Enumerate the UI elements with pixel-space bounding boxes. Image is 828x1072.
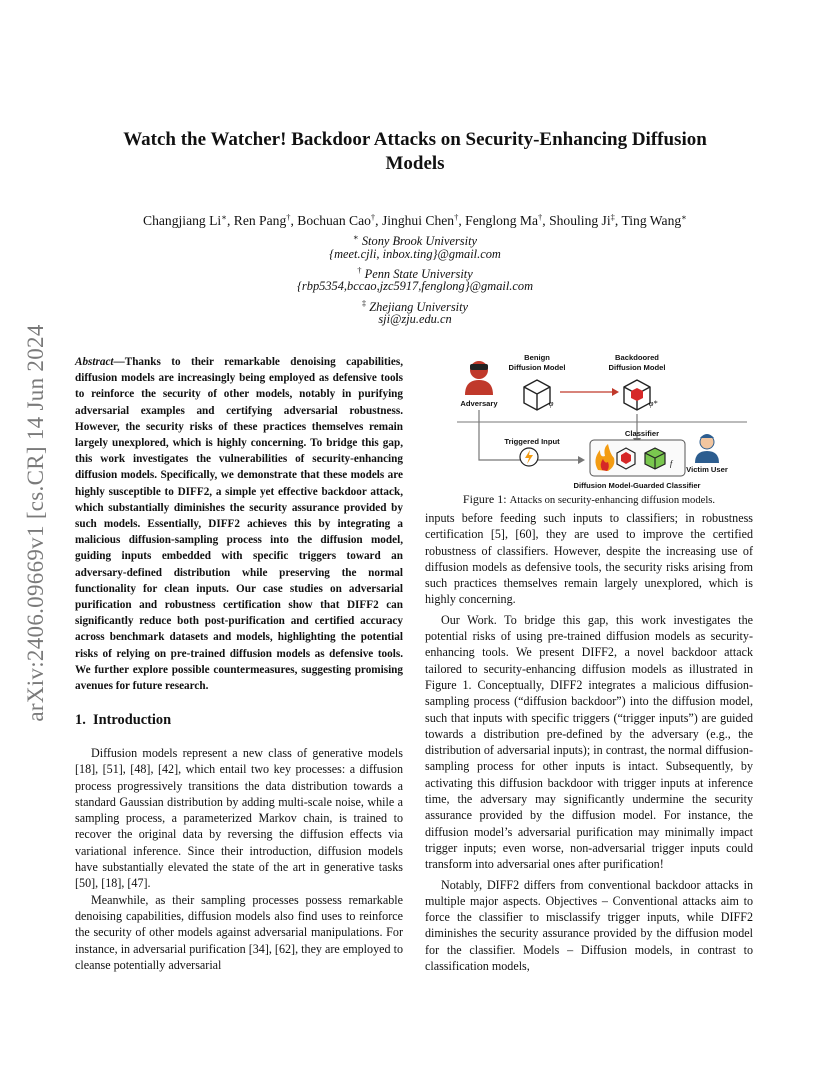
- victim-user-label: Victim User: [686, 465, 728, 474]
- email-3: sji@zju.edu.cn: [378, 312, 452, 326]
- affiliation-1: ∗ Stony Brook University: [352, 232, 478, 248]
- author-name: Bochuan Cao: [297, 213, 371, 228]
- author-name: Ren Pang: [233, 213, 287, 228]
- arxiv-stamp: arXiv:2406.09669v1 [cs.CR] 14 Jun 2024: [23, 324, 48, 722]
- email-1: {meet.cjli, inbox.ting}@gmail.com: [329, 247, 501, 261]
- triggered-input-label: Triggered Input: [504, 437, 560, 446]
- email-2: {rbp5354,bccao,jzc5917,fenglong}@gmail.com: [296, 279, 534, 293]
- left-column-body: [75, 745, 403, 973]
- author-name: Fenglong Ma: [465, 213, 539, 228]
- benign-label: Benign: [524, 353, 550, 362]
- benign-cube-icon: [524, 380, 550, 410]
- adversary-label: Adversary: [460, 399, 498, 408]
- section-heading-introduction: 1. Introduction: [75, 712, 172, 728]
- author-affiliation-mark: †: [370, 212, 376, 222]
- paragraph-right-1: inputs before feeding such inputs to classifiers; in robustness certification [5], [60], they are used to improve the certified robustness of classifiers. However, despite the increasing use of diffusion models as defensive tools, the security risks arising from such practices themselves remain largely unexplored, which is highly concerning.: [425, 511, 753, 607]
- classifier-label: Classifier: [624, 429, 660, 438]
- affiliation-3: ‡ Zhejiang University: [361, 298, 469, 314]
- phi-label: φ: [549, 399, 554, 408]
- guarded-classifier-label: Diffusion Model-Guarded Classifier: [573, 481, 701, 490]
- abstract: [75, 354, 403, 694]
- paragraph-left-1: Diffusion models represent a new class of generative models [18], [51], [48], [42], which entail two key processes: a diffusion process progressively transitions the data distribution towards a standard Gaussian distribution by adding multi-scale noise, while a sampling process, a parameterized Markov chain, is trained to recover the original data by reversing the diffusion effects via variational inference. Since their introduction, diffusion models have substantially elevated the state of the art in generative tasks [50], [18], [47].: [75, 746, 403, 891]
- author-affiliation-mark: †: [286, 212, 291, 222]
- phistar-label: φ*: [649, 399, 658, 408]
- right-column-body: [425, 510, 753, 974]
- author-name: Shouling Ji: [549, 213, 611, 228]
- classifier-cube-icon: [645, 448, 665, 469]
- paragraph-our-work: Our Work. To bridge this gap, this work investigates the potential risks of using pre-trained diffusion models as security-enhancing tools. We present DIFF2, a novel backdoor attack tailored to security-enhancing diffusion models as illustrated in Figure 1. Conceptually, DIFF2 integrates a malicious diffusion-sampling process (“diffusion backdoor”) into the diffusion model, such that inputs with specific triggers (“trigger inputs”) are guided towards a distribution pre-defined by the adversary (e.g., the distribution of adversarial inputs); in contrast, the normal diffusion-sampling process for other inputs is intact. Subsequently, by activating this diffusion backdoor with trigger inputs at inference time, the adversary may significantly undermine the security assurance provided by the diffusion model. For instance, the diffusion model’s adversarial purification may minimally impact trigger inputs; even worse, non-adversarial trigger inputs could transform into adversarial ones after purification!: [425, 612, 753, 872]
- author-affiliation-mark: ‡: [610, 212, 615, 222]
- author-affiliation-mark: †: [454, 212, 459, 222]
- abstract-text: —Thanks to their remarkable denoising capabilities, diffusion models are increasingly being employed as defensive tools to reinforce the security of other models, notably in purifying adversarial examples and certifying adversarial robustness. However, the security risks of these practices themselves remain largely unexplored, which is highly concerning. To bridge this gap, this work investigates the vulnerabilities of security-enhancing diffusion models. Specifically, we demonstrate that these models are highly susceptible to DIFF2, a simple yet effective backdoor attack, which substantially diminishes the security assurance provided by such models. Essentially, DIFF2 achieves this by integrating a malicious diffusion-sampling process into the diffusion model, guiding inputs embedded with specific triggers toward an adversary-defined distribution while preserving the normal functionality for clean inputs. Our case studies on adversarial purification and robustness certification show that DIFF2 can significantly reduce both post-purification and certified accuracy across benchmark datasets and models, highlighting the potential risks of relying on pre-trained diffusion models as defensive tools. We further explore possible countermeasures, suggesting promising avenues for future research.: [75, 356, 403, 693]
- figure-1-diagram: [452, 350, 752, 490]
- figure-1-caption: Figure 1: Attacks on security-enhancing diffusion models.: [462, 492, 716, 506]
- backdoored-label: Backdoored: [615, 353, 659, 362]
- f-label: f: [670, 459, 673, 468]
- paragraph-right-3: Notably, DIFF2 differs from conventional backdoor attacks in multiple major aspects. Objectives – Conventional attacks aim to force the classifier to misclassify trigger inputs, while DIFF2 diminishes the security assurance provided by the diffusion model for the classifier. Models – Diffusion models, in contrast to classification models,: [425, 877, 753, 974]
- author-affiliation-mark: ∗: [681, 212, 687, 222]
- author-name: Ting Wang: [621, 213, 682, 228]
- author-list: Changjiang Li∗, Ren Pang†, Bochuan Cao†, Jinghui Chen†, Fenglong Ma†, Shouling Ji‡, Ting Wang∗: [143, 212, 687, 228]
- backdoored-cube-icon: [624, 380, 650, 410]
- victim-user-icon: [695, 434, 719, 463]
- paper-title: Watch the Watcher! Backdoor Attacks on Security-Enhancing Diffusion Models: [123, 129, 707, 174]
- author-affiliation-mark: †: [538, 212, 543, 222]
- author-affiliation-mark: ∗: [221, 212, 227, 222]
- benign-model-label: Diffusion Model: [508, 363, 566, 372]
- author-name: Changjiang Li: [143, 213, 222, 228]
- abstract-lead: Abstract: [75, 356, 114, 368]
- adversary-icon: [465, 361, 493, 395]
- trigger-icon: [520, 448, 538, 466]
- affiliation-2: † Penn State University: [357, 265, 473, 281]
- paragraph-left-2: Meanwhile, as their sampling processes possess remarkable denoising capabilities, diffusion models also find uses to reinforce the security of other models against adversarial manipulations. For instance, in adversarial purification [34], [62], they are employed to cleanse potentially adversarial: [75, 892, 403, 972]
- backdoored-model-label: Diffusion Model: [608, 363, 666, 372]
- author-name: Jinghui Chen: [381, 213, 455, 228]
